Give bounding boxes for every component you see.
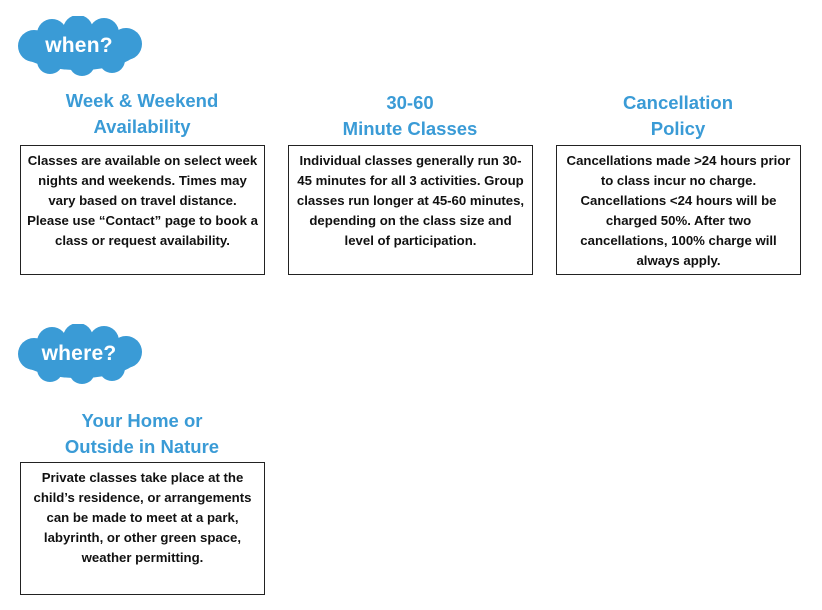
duration-box: Individual classes generally run 30-45 minutes for all 3 activities. Group classes run longer at 45-60 minutes, depending on the class size and level of participation.	[288, 145, 533, 275]
cancellation-heading: Cancellation Policy	[623, 92, 733, 139]
cancellation-box: Cancellations made >24 hours prior to class incur no charge. Cancellations <24 hours will be charged 50%. After two cancellations, 100% charge will always apply.	[556, 145, 801, 275]
duration-heading: 30-60 Minute Classes	[342, 92, 478, 139]
availability-box: Classes are available on select week nights and weekends. Times may vary based on travel distance. Please use “Contact” page to book a class or request availability.	[20, 145, 265, 275]
where-label: where?	[41, 342, 117, 365]
availability-heading: Week & Weekend Availability	[65, 90, 219, 137]
where-cloud-badge	[12, 324, 146, 384]
location-heading: Your Home or Outside in Nature	[64, 410, 220, 457]
when-cloud-badge	[12, 16, 146, 76]
location-box: Private classes take place at the child’s residence, or arrangements can be made to meet at a park, labyrinth, or other green space, weather permitting.	[20, 462, 265, 595]
when-label: when?	[45, 34, 113, 57]
